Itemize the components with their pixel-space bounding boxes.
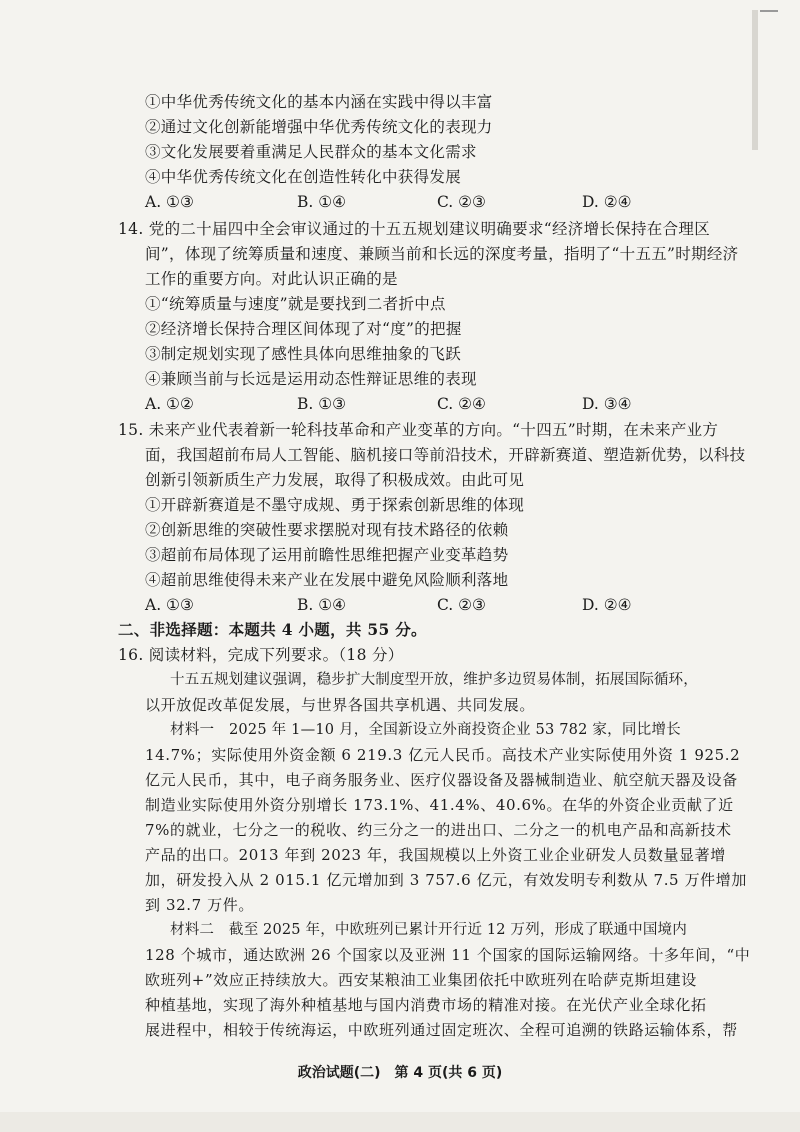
material-1-line-8: 到 32.7 万件。 xyxy=(145,896,254,914)
q15-statement-2: ②创新思维的突破性要求摆脱对现有技术路径的依赖 xyxy=(145,521,509,539)
q15-stem-line-1: 15. 未来产业代表着新一轮科技革命和产业变革的方向。“十四五”时期，在未来产业方 xyxy=(118,421,719,439)
q16-intro-line-2: 以开放促改革促发展，与世界各国共享机遇、共同发展。 xyxy=(145,696,536,714)
q14-statement-2: ②经济增长保持合理区间体现了对“度”的把握 xyxy=(145,320,462,338)
q15-stem-line-2: 面，我国超前布局人工智能、脑机接口等前沿技术，开辟新赛道、塑造新优势，以科技 xyxy=(145,446,746,464)
q13-option-c[interactable]: C. ②③ xyxy=(437,193,486,211)
material-1-line-6: 产品的出口。2013 年到 2023 年，我国规模以上外资工业企业研发人员数量显著增 xyxy=(145,846,726,864)
material-2-line-1: 材料二 截至 2025 年，中欧班列已累计开行近 12 万列，形成了联通中国境内 xyxy=(170,921,687,938)
material-2-line-2: 128 个城市，通达欧洲 26 个国家以及亚洲 11 个国家的国际运输网络。十多年间，“中 xyxy=(145,946,751,964)
q14-option-a[interactable]: A. ①② xyxy=(145,395,194,413)
corner-mark xyxy=(760,10,778,12)
q13-statement-4: ④中华优秀传统文化在创造性转化中获得发展 xyxy=(145,168,462,186)
q15-statement-1: ①开辟新赛道是不墨守成规、勇于探索创新思维的体现 xyxy=(145,496,525,514)
q15-option-a[interactable]: A. ①③ xyxy=(145,596,194,614)
material-2-line-3: 欧班列+”效应正持续放大。西安某粮油工业集团依托中欧班列在哈萨克斯坦建设 xyxy=(145,971,697,989)
q14-statement-4: ④兼顾当前与长远是运用动态性辩证思维的表现 xyxy=(145,370,477,388)
q15-options xyxy=(145,593,765,617)
material-1-line-5: 7%的就业，七分之一的税收、约三分之一的进出口、二分之一的机电产品和高新技术 xyxy=(145,821,732,839)
material-2-line-5: 展进程中，相较于传统海运，中欧班列通过固定班次、全程可追溯的铁路运输体系，帮 xyxy=(145,1021,738,1039)
q15-option-d[interactable]: D. ②④ xyxy=(582,596,632,614)
q14-statement-3: ③制定规划实现了感性具体向思维抽象的飞跃 xyxy=(145,345,462,363)
q13-options xyxy=(145,190,765,214)
section-heading: 二、非选择题：本题共 4 小题，共 55 分。 xyxy=(118,620,427,639)
q14-options xyxy=(145,392,765,416)
q14-stem-line-1: 14. 党的二十届四中全会审议通过的十五五规划建议明确要求“经济增长保持在合理区 xyxy=(118,220,711,238)
q15-option-b[interactable]: B. ①④ xyxy=(297,596,347,614)
q13-statement-1: ①中华优秀传统文化的基本内涵在实践中得以丰富 xyxy=(145,93,493,111)
q13-option-b[interactable]: B. ①④ xyxy=(297,193,347,211)
material-1-line-2: 14.7%；实际使用外资金额 6 219.3 亿元人民币。高技术产业实际使用外资 1 925.2 xyxy=(145,746,741,764)
q14-statement-1: ①“统筹质量与速度”就是要找到二者折中点 xyxy=(145,295,446,313)
material-1-line-3: 亿元人民币，其中，电子商务服务业、医疗仪器设备及器械制造业、航空航天器及设备 xyxy=(145,771,738,789)
q14-option-d[interactable]: D. ③④ xyxy=(582,395,632,413)
q14-stem-line-2: 间”，体现了统筹质量和速度、兼顾当前和长远的深度考量，指明了“十五五”时期经济 xyxy=(145,245,739,263)
q15-stem-line-3: 创新引领新质生产力发展，取得了积极成效。由此可见 xyxy=(145,471,525,489)
q14-option-c[interactable]: C. ②④ xyxy=(437,395,486,413)
q16-heading: 16. 阅读材料，完成下列要求。（18 分） xyxy=(118,646,404,664)
q15-option-c[interactable]: C. ②③ xyxy=(437,596,486,614)
material-1-line-4: 制造业实际使用外资分别增长 173.1%、41.4%、40.6%。在华的外资企业贡献了近 xyxy=(145,796,734,814)
page-footer: 政治试题(二) 第 4 页(共 6 页) xyxy=(297,1065,503,1081)
material-1-line-7: 加，研发投入从 2 015.1 亿元增加到 3 757.6 亿元，有效发明专利数从 7.5 万件增加 xyxy=(145,871,747,889)
q13-option-a[interactable]: A. ①③ xyxy=(145,193,194,211)
q13-statement-3: ③文化发展要着重满足人民群众的基本文化需求 xyxy=(145,143,477,161)
material-1-line-1: 材料一 2025 年 1—10 月，全国新设立外商投资企业 53 782 家，同比增长 xyxy=(170,721,681,738)
q15-statement-4: ④超前思维使得未来产业在发展中避免风险顺利落地 xyxy=(145,571,509,589)
q13-option-d[interactable]: D. ②④ xyxy=(582,193,632,211)
material-2-line-4: 种植基地，实现了海外种植基地与国内消费市场的精准对接。在光伏产业全球化拓 xyxy=(145,996,707,1014)
q14-option-b[interactable]: B. ①③ xyxy=(297,395,347,413)
q16-intro-line-1: 十五五规划建议强调，稳步扩大制度型开放，维护多边贸易体制，拓展国际循环， xyxy=(170,671,698,688)
q13-statement-2: ②通过文化创新能增强中华优秀传统文化的表现力 xyxy=(145,118,493,136)
q15-statement-3: ③超前布局体现了运用前瞻性思维把握产业变革趋势 xyxy=(145,546,509,564)
q14-stem-line-3: 工作的重要方向。对此认识正确的是 xyxy=(145,270,398,288)
page-bottom-edge xyxy=(0,1112,800,1132)
